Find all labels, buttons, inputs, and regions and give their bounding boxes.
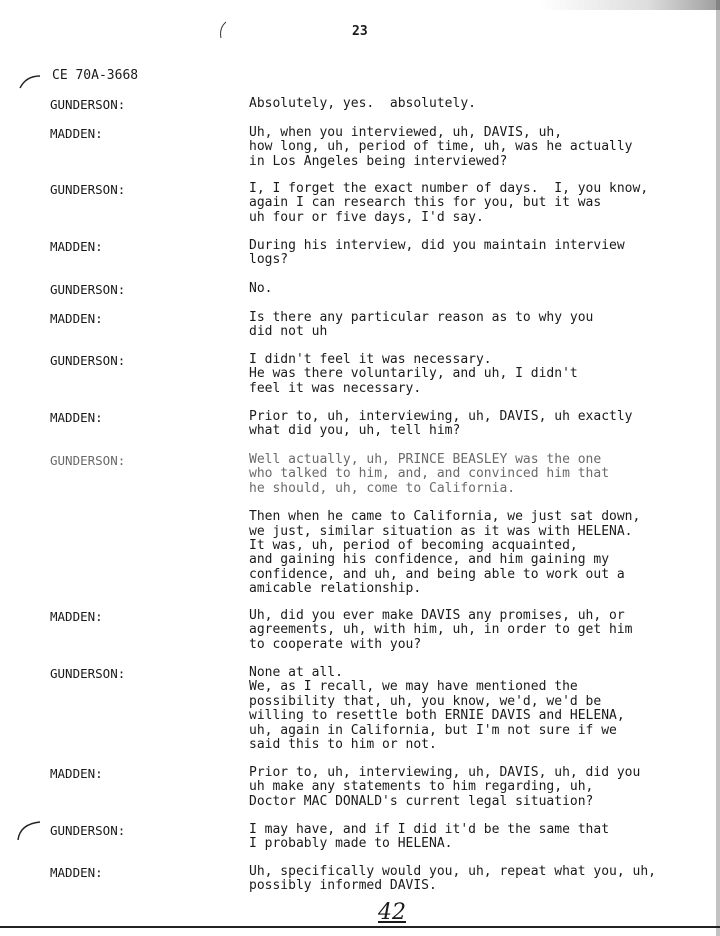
speech-text (249, 282, 699, 296)
pen-mark-top (216, 20, 230, 44)
handwritten-page-mark: 42 (378, 900, 406, 925)
speech-text (249, 453, 699, 597)
document-id: CE 70A-3668 (52, 68, 139, 83)
speech-line: agreements, uh, with him, uh, in order to get him (249, 622, 633, 638)
speech-line: I, I forget the exact number of days. I, you know, (249, 181, 649, 196)
speech-line: we just, similar situation as it was with HELENA. (249, 523, 633, 539)
speech-text (249, 410, 699, 439)
speaker-label: GUNDERSON: (50, 666, 126, 681)
speech-text (249, 865, 699, 894)
speech-text (249, 239, 699, 268)
speaker-label: GUNDERSON: (50, 282, 126, 297)
speech-line: Well actually, uh, PRINCE BEASLEY was the one (249, 452, 602, 467)
page-number: 23 (352, 24, 368, 39)
speech-line: uh make any statements to him regarding, uh, (249, 779, 594, 795)
speaker-label: GUNDERSON: (50, 97, 126, 112)
speech-line: willing to resettle both ERNIE DAVIS and HELENA, (249, 708, 625, 724)
speech-text (249, 311, 699, 340)
speech-line: Prior to, uh, interviewing, uh, DAVIS, uh, did you (249, 765, 641, 780)
speech-line: how long, uh, period of time, uh, was he actually (249, 139, 633, 155)
speaker-label: MADDEN: (50, 410, 103, 425)
speech-line: uh four or five days, I'd say. (249, 209, 484, 225)
pen-mark-margin-1 (18, 70, 44, 96)
speech-line: Then when he came to California, we just sat down, (249, 509, 641, 525)
scan-artifact-bottom-edge (0, 926, 720, 928)
speech-line: confidence, and uh, and being able to work out a (249, 566, 625, 582)
speech-line: who talked to him, and, and convinced him that (249, 466, 610, 482)
speech-line: No. (249, 281, 273, 296)
speech-line: We, as I recall, we may have mentioned the (249, 679, 578, 695)
speech-line: Uh, specifically would you, uh, repeat what you, uh, (249, 864, 656, 879)
speech-text (249, 666, 699, 752)
speech-line: possibly informed DAVIS. (249, 878, 437, 894)
speech-line: said this to him or not. (249, 737, 437, 753)
speech-text (249, 97, 699, 111)
speech-line: I may have, and if I did it'd be the same that (249, 822, 610, 837)
speech-line: what did you, uh, tell him? (249, 423, 461, 439)
speech-line: he should, uh, come to California. (249, 480, 516, 496)
speech-line: During his interview, did you maintain interview (249, 238, 625, 253)
speech-text (249, 182, 699, 225)
speech-line: It was, uh, period of becoming acquainted, (249, 538, 578, 554)
scan-artifact-top (540, 0, 720, 10)
speaker-label: MADDEN: (50, 865, 103, 880)
speaker-label: GUNDERSON: (50, 353, 126, 368)
speech-line: None at all. (249, 665, 343, 680)
speaker-label: MADDEN: (50, 609, 103, 624)
speech-line: and gaining his confidence, and him gaining my (249, 552, 610, 568)
speaker-label: GUNDERSON: (50, 182, 126, 197)
speech-text (249, 766, 699, 809)
speech-line: did not uh (249, 324, 328, 340)
speech-line: to cooperate with you? (249, 636, 422, 652)
speaker-label: MADDEN: (50, 126, 103, 141)
speech-line: again I can research this for you, but it was (249, 195, 602, 211)
speech-line: Uh, when you interviewed, uh, DAVIS, uh, (249, 125, 563, 140)
speech-line: uh, again in California, but I'm not sure if we (249, 722, 617, 738)
speaker-label: MADDEN: (50, 311, 103, 326)
speaker-label: MADDEN: (50, 766, 103, 781)
speech-line: He was there voluntarily, and uh, I didn't (249, 366, 578, 382)
speech-text (249, 609, 699, 652)
speech-line: I didn't feel it was necessary. (249, 352, 492, 367)
speech-line: Doctor MAC DONALD's current legal situation? (249, 793, 594, 809)
speech-text (249, 353, 699, 396)
speech-text (249, 823, 699, 852)
speech-line: Absolutely, yes. absolutely. (249, 96, 476, 111)
pen-mark-margin-2 (14, 818, 44, 848)
speaker-label: GUNDERSON: (50, 453, 126, 468)
speaker-label: MADDEN: (50, 239, 103, 254)
speech-line: possibility that, uh, you know, we'd, we'd be (249, 693, 602, 709)
scan-artifact-right-edge (716, 0, 720, 936)
speech-line: I probably made to HELENA. (249, 836, 453, 852)
speaker-label: GUNDERSON: (50, 823, 126, 838)
speech-line: Is there any particular reason as to why you (249, 310, 594, 325)
speech-line: logs? (249, 252, 289, 268)
speech-text (249, 126, 699, 169)
speech-line: amicable relationship. (249, 581, 422, 597)
speech-line: Uh, did you ever make DAVIS any promises, uh, or (249, 608, 625, 623)
speech-line: in Los Angeles being interviewed? (249, 153, 508, 169)
speech-line: Prior to, uh, interviewing, uh, DAVIS, uh exactly (249, 409, 633, 424)
speech-line: feel it was necessary. (249, 380, 422, 396)
